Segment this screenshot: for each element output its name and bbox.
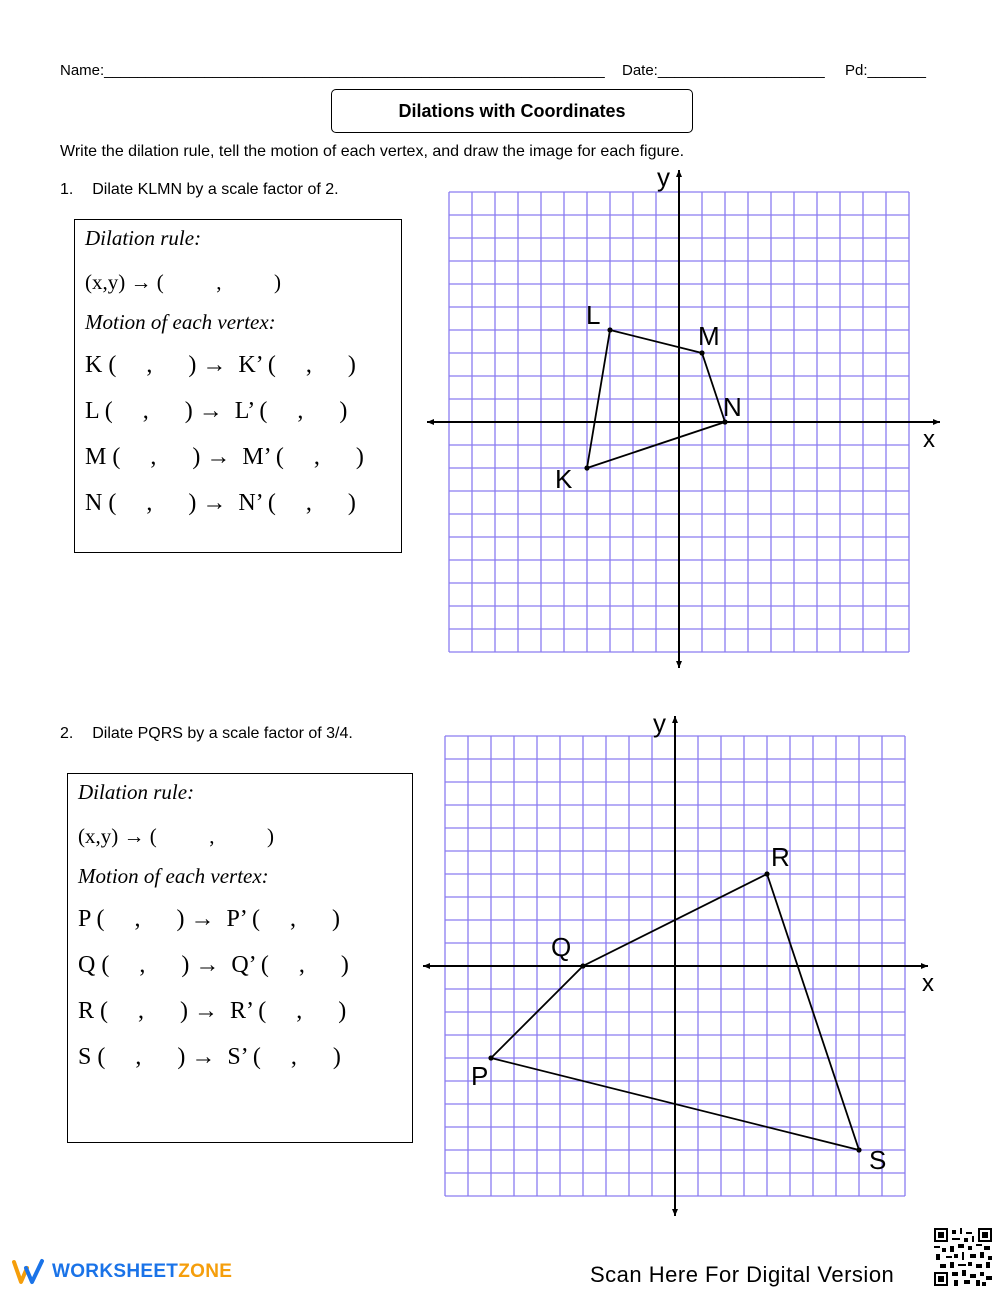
vertex-q-label: Q xyxy=(551,932,572,962)
dilation-rule-label: Dilation rule: xyxy=(85,226,202,250)
x-axis-label: x xyxy=(922,970,934,997)
y-axis-label: y xyxy=(653,708,666,738)
problem-2-answer-box[interactable] xyxy=(67,773,413,1143)
logo-w-icon xyxy=(12,1258,46,1286)
x-axis-right-arrow-icon xyxy=(933,419,940,425)
dilation-rule-blank[interactable]: (x,y) → ( , ) xyxy=(85,270,281,294)
y-axis-label: y xyxy=(657,165,670,192)
problem-2-text: Dilate PQRS by a scale factor of 3/4. xyxy=(92,725,353,742)
x-axis-label: x xyxy=(923,426,935,453)
qr-code-icon[interactable] xyxy=(934,1228,992,1286)
y-axis-bottom-arrow-icon xyxy=(672,1209,678,1216)
vertex-q-point[interactable] xyxy=(580,963,585,968)
period-field[interactable]: Pd:_______ xyxy=(845,62,926,79)
title-text: Dilations with Coordinates xyxy=(398,100,626,121)
vertex-row-l[interactable]: L ( , ) → L’ ( , ) xyxy=(85,398,348,424)
problem-1-prompt xyxy=(60,181,339,199)
motion-label: Motion of each vertex: xyxy=(85,310,276,334)
problem-1-number: 1. xyxy=(60,181,74,198)
dilation-rule-label: Dilation rule: xyxy=(78,780,195,804)
y-axis-bottom-arrow-icon xyxy=(676,661,682,668)
y-axis-top-arrow-icon xyxy=(672,716,678,723)
worksheetzone-logo xyxy=(12,1258,232,1286)
dilation-rule-blank[interactable]: (x,y) → ( , ) xyxy=(78,824,274,848)
vertex-s-label: S xyxy=(869,1145,887,1175)
vertex-row-q[interactable]: Q ( , ) → Q’ ( , ) xyxy=(78,952,349,978)
problem-1-answer-box[interactable] xyxy=(74,219,402,553)
problem-2-coordinate-grid[interactable] xyxy=(415,708,955,1223)
problem-1-coordinate-grid[interactable] xyxy=(420,165,960,675)
name-field[interactable]: Name:____________________________________________________________ xyxy=(60,62,605,79)
vertex-l-label: L xyxy=(586,300,601,330)
vertex-r-label: R xyxy=(771,842,790,872)
x-axis-right-arrow-icon xyxy=(921,963,928,969)
vertex-n-label: N xyxy=(723,392,742,422)
x-axis-left-arrow-icon xyxy=(427,419,434,425)
vertex-s-point[interactable] xyxy=(856,1147,861,1152)
instructions: Write the dilation rule, tell the motion of each vertex, and draw the image for each figure. xyxy=(60,143,685,160)
date-field[interactable]: Date:____________________ xyxy=(622,62,825,79)
problem-2-prompt xyxy=(60,725,353,743)
vertex-row-n[interactable]: N ( , ) → N’ ( , ) xyxy=(85,490,356,516)
vertex-p-point[interactable] xyxy=(488,1055,493,1060)
vertex-row-k[interactable]: K ( , ) → K’ ( , ) xyxy=(85,352,356,378)
vertex-row-r[interactable]: R ( , ) → R’ ( , ) xyxy=(78,998,347,1024)
vertex-k-label: K xyxy=(555,464,573,494)
vertex-row-p[interactable]: P ( , ) → P’ ( , ) xyxy=(78,906,340,932)
vertex-m-point[interactable] xyxy=(699,350,704,355)
y-axis-top-arrow-icon xyxy=(676,170,682,177)
problem-1-text: Dilate KLMN by a scale factor of 2. xyxy=(92,181,339,198)
motion-label: Motion of each vertex: xyxy=(78,864,269,888)
logo-text-zone: ZONE xyxy=(178,1261,233,1282)
problem-2-number: 2. xyxy=(60,725,74,742)
scan-caption: Scan Here For Digital Version xyxy=(590,1262,895,1287)
worksheet-title xyxy=(331,89,693,133)
logo-text-worksheet: WORKSHEET xyxy=(52,1261,179,1282)
vertex-p-label: P xyxy=(471,1061,489,1091)
vertex-m-label: M xyxy=(698,321,720,351)
vertex-row-m[interactable]: M ( , ) → M’ ( , ) xyxy=(85,444,364,470)
vertex-l-point[interactable] xyxy=(607,327,612,332)
vertex-r-point[interactable] xyxy=(764,871,769,876)
vertex-k-point[interactable] xyxy=(584,465,589,470)
x-axis-left-arrow-icon xyxy=(423,963,430,969)
vertex-row-s[interactable]: S ( , ) → S’ ( , ) xyxy=(78,1044,341,1070)
